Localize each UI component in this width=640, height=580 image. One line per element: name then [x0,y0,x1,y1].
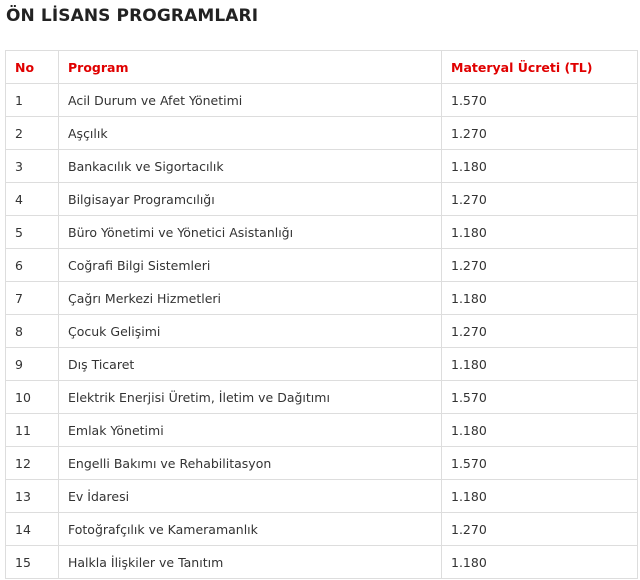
program-name: Büro Yönetimi ve Yönetici Asistanlığı [59,216,442,249]
table-row [6,150,638,183]
program-name: Bankacılık ve Sigortacılık [59,150,442,183]
column-header-no: No [6,51,59,84]
table-row [6,315,638,348]
material-fee: 1.270 [442,117,638,150]
material-fee: 1.180 [442,216,638,249]
material-fee: 1.570 [442,84,638,117]
row-number: 12 [6,447,59,480]
program-name: Engelli Bakımı ve Rehabilitasyon [59,447,442,480]
table-row [6,249,638,282]
table-row [6,117,638,150]
material-fee: 1.180 [442,546,638,579]
row-number: 13 [6,480,59,513]
program-name: Elektrik Enerjisi Üretim, İletim ve Dağıtımı [59,381,442,414]
material-fee: 1.180 [442,480,638,513]
material-fee: 1.570 [442,447,638,480]
table-row [6,84,638,117]
program-name: Çağrı Merkezi Hizmetleri [59,282,442,315]
material-fee: 1.180 [442,348,638,381]
row-number: 4 [6,183,59,216]
column-header-program: Program [59,51,442,84]
table-row [6,546,638,579]
row-number: 10 [6,381,59,414]
row-number: 3 [6,150,59,183]
program-name: Coğrafi Bilgi Sistemleri [59,249,442,282]
row-number: 2 [6,117,59,150]
row-number: 15 [6,546,59,579]
table-row [6,216,638,249]
program-name: Halkla İlişkiler ve Tanıtım [59,546,442,579]
program-name: Aşçılık [59,117,442,150]
table-row [6,183,638,216]
row-number: 5 [6,216,59,249]
material-fee: 1.270 [442,183,638,216]
program-name: Dış Ticaret [59,348,442,381]
table-row [6,513,638,546]
material-fee: 1.180 [442,282,638,315]
row-number: 6 [6,249,59,282]
program-name: Acil Durum ve Afet Yönetimi [59,84,442,117]
program-name: Çocuk Gelişimi [59,315,442,348]
table-row [6,480,638,513]
fee-table-container [5,50,637,579]
program-name: Emlak Yönetimi [59,414,442,447]
program-name: Bilgisayar Programcılığı [59,183,442,216]
table-row [6,282,638,315]
fee-table [5,50,638,579]
material-fee: 1.180 [442,414,638,447]
material-fee: 1.570 [442,381,638,414]
table-row [6,447,638,480]
table-row [6,414,638,447]
row-number: 7 [6,282,59,315]
table-row [6,381,638,414]
row-number: 9 [6,348,59,381]
row-number: 11 [6,414,59,447]
material-fee: 1.270 [442,513,638,546]
column-header-fee: Materyal Ücreti (TL) [442,51,638,84]
row-number: 14 [6,513,59,546]
material-fee: 1.270 [442,249,638,282]
row-number: 8 [6,315,59,348]
program-name: Fotoğrafçılık ve Kameramanlık [59,513,442,546]
page-title: ÖN LİSANS PROGRAMLARI [6,6,259,26]
table-header-row [6,51,638,84]
row-number: 1 [6,84,59,117]
material-fee: 1.270 [442,315,638,348]
program-name: Ev İdaresi [59,480,442,513]
material-fee: 1.180 [442,150,638,183]
table-row [6,348,638,381]
